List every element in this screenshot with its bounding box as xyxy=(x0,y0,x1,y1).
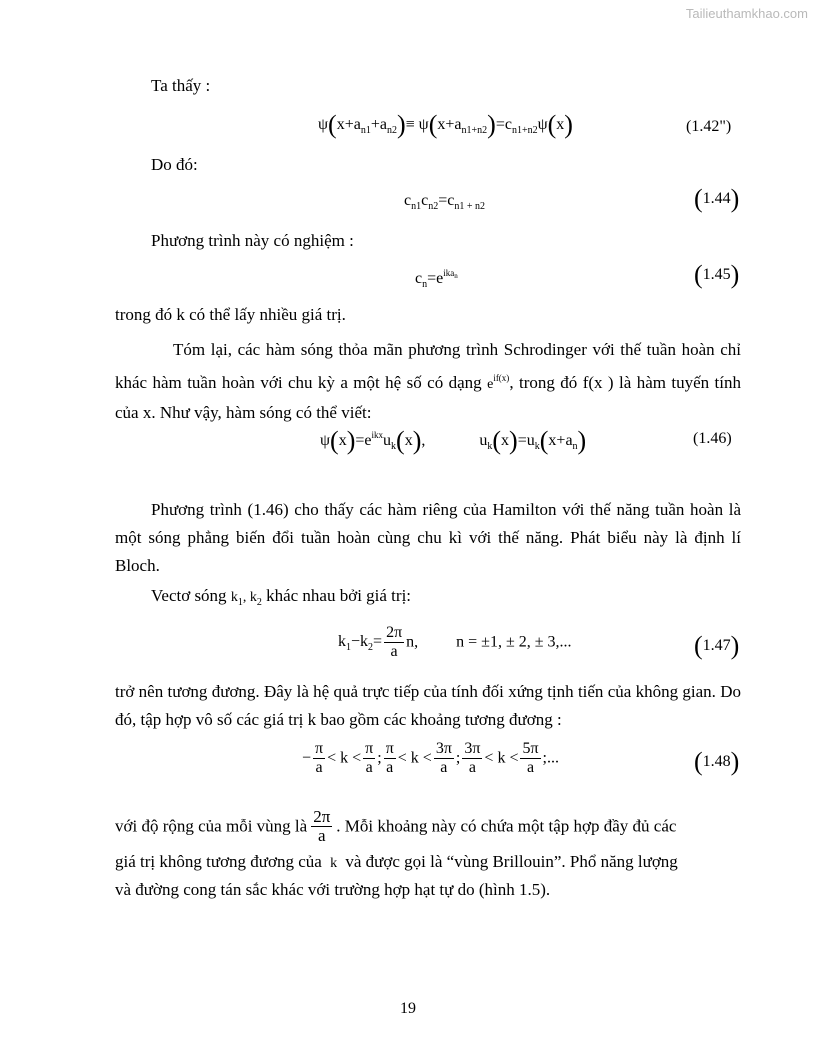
zone-width-text: với độ rộng của mỗi vùng là $\frac{2\pi}{a}$ . Mỗi khoảng này có chứa một tập hợp đầy đủ các xyxy=(115,807,677,845)
watermark: Tailieuthamkhao.com xyxy=(685,6,808,21)
page-number: 19 xyxy=(400,1000,416,1017)
equation-1-47: $k_1-k_2=$ $\frac{2\pi}{a}$ n, n = ±1, ± 2, ± 3,... xyxy=(338,624,572,660)
equation-number: (1.44) xyxy=(694,184,740,213)
do-do-text: Do đó: xyxy=(151,155,198,174)
equation-number: (1.45) xyxy=(694,260,740,289)
equation-number: (1.46) xyxy=(693,430,732,447)
equivalence-paragraph: trở nên tương đương. Đây là hệ quả trực tiếp của tính đối xứng tịnh tiến của không gian. Do đó, tập hợp vô số các giá trị k bao gồm các khoảng tương đương : xyxy=(115,682,741,729)
intro-text: Ta thấy : xyxy=(151,76,211,95)
bloch-paragraph: Phương trình (1.46) cho thấy các hàm riêng của Hamilton với thế năng tuần hoàn là một sóng phẳng biến đổi tuần hoàn cùng chu kì với thế năng. Phát biểu này là định lí Bloch. xyxy=(115,500,741,575)
summary-paragraph: Tóm lại, các hàm sóng thỏa mãn phương trình Schrodinger với thế tuần hoàn chỉ khác hàm tuần hoàn với chu kỳ a một hệ số có dạng $e^{if(x)}$, trong đó f(x ) là hàm tuyến tính của x. Như vậy, hàm sóng có thể viết: xyxy=(115,340,742,422)
dispersion-text: và đường cong tán sắc khác với trường hợp hạt tự do (hình 1.5). xyxy=(115,880,551,899)
brillouin-text: giá trị không tương đương của k và được gọi là “vùng Brillouin”. Phổ năng lượng xyxy=(115,852,678,871)
equation-1-45: $c_n=e^{ika_n}$ xyxy=(415,268,458,290)
solution-text: Phương trình này có nghiệm : xyxy=(151,231,354,250)
equation-1-44: $c_{n1}c_{n2}=c_{n1 + n2}$ xyxy=(404,192,485,212)
equation-1-42: $\psi(x+a_{n1}+a_{n2})\equiv \psi(x+a_{n1+n2})=c_{n1+n2}\psi(x)$ xyxy=(318,110,573,139)
wave-vector-text: Vectơ sóng $k_1$, $k_2$ khác nhau bởi giá trị: xyxy=(151,586,412,608)
text-k-values: trong đó k có thể lấy nhiều giá trị. xyxy=(115,305,346,324)
equation-number: (1.42") xyxy=(686,118,732,135)
equation-1-48: − $\frac{\pi}{a}$ < k < $\frac{\pi}{a}$ ; $\frac{\pi}{a}$ < k < $\frac{3\pi}{a}$ ; $\frac{3\pi}{a}$ < k < $\frac{5\pi}{a}$ ;... xyxy=(302,740,559,776)
inline-exponential: $e^{if(x)}$ xyxy=(487,373,510,392)
equation-1-46: $\psi(x)=e^{ikx}u_k(x)$, $u_k(x)=u_k(x+a_n)$ xyxy=(320,426,587,455)
equation-number: (1.48) xyxy=(694,747,740,776)
equation-number: (1.47) xyxy=(694,631,740,660)
